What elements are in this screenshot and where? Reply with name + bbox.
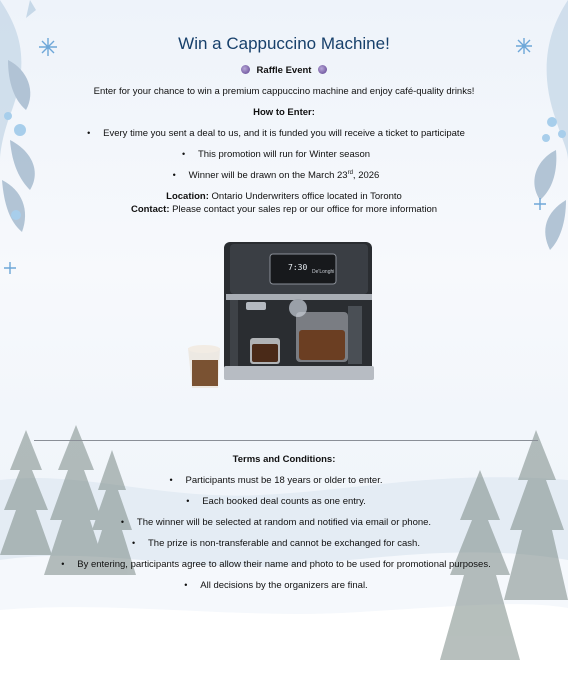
subtitle: Raffle Event [256,65,312,76]
list-item: • All decisions by the organizers are final. [184,580,368,591]
cappuccino-machine-image [184,240,374,392]
how-to-enter-heading: How to Enter: [253,107,315,118]
section-divider [34,440,538,441]
list-item: • By entering, participants agree to allow their name and photo to be used for promotional purposes. [61,559,491,570]
list-item: • The winner will be selected at random and notified via email or phone. [120,517,432,528]
list-item: • The prize is non-transferable and cannot be exchanged for cash. [132,538,420,549]
list-item: • Winner will be drawn on the March 23rd, 2026 [172,170,380,181]
brand-label: De'Longhi [312,269,335,275]
list-item: • This promotion will run for Winter season [181,149,371,160]
display-clock: 7:30 [288,263,308,272]
list-item: • Each booked deal counts as one entry. [186,496,366,507]
list-item: • Participants must be 18 years or older to enter. [169,475,383,486]
location-row: Location: Ontario Underwriters office located in Toronto [166,191,402,202]
subtitle-row [0,65,568,76]
terms-heading: Terms and Conditions: [232,454,336,465]
ornament-icon-right [318,65,327,74]
list-item: • Every time you sent a deal to us, and it is funded you will receive a ticket to participate [87,128,465,139]
contact-row: Contact: Please contact your sales rep or our office for more information [130,204,438,215]
ornament-icon-left [241,65,250,74]
page-title: Win a Cappuccino Machine! [178,34,390,53]
intro-text: Enter for your chance to win a premium cappuccino machine and enjoy café-quality drinks! [93,86,475,97]
